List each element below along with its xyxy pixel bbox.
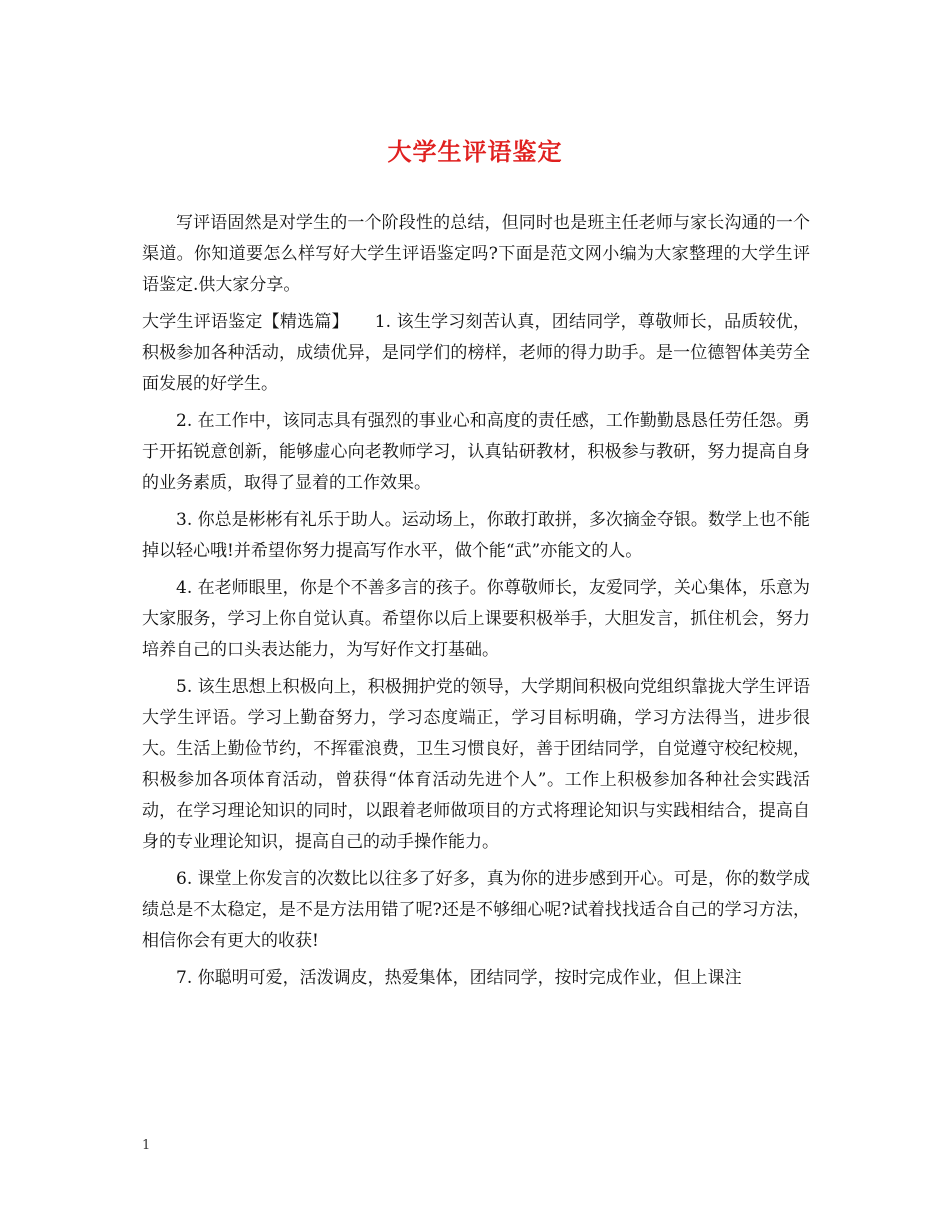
document-title: 大学生评语鉴定 [387, 138, 563, 166]
comment-paragraph-4: 4. 在老师眼里，你是个不善多言的孩子。你尊敬师长，友爱同学，关心集体，乐意为大家服务，学习上你自觉认真。希望你以后上课要积极举手，大胆发言，抓住机会，努力培养自己的口头表达能力，为写好作文打基础。 [142, 578, 810, 660]
comment-paragraph-5: 5. 该生思想上积极向上，积极拥护党的领导，大学期间积极向党组织靠拢大学生评语大学生评语。学习上勤奋努力，学习态度端正，学习目标明确，学习方法得当，进步很大。生活上勤俭节约，不挥霍浪费，卫生习惯良好，善于团结同学，自觉遵守校纪校规，积极参加各项体育活动，曾获得“体育活动先进个人”。工作上积极参加各种社会实践活动，在学习理论知识的同时，以跟着老师做项目的方式将理论知识与实践相结合，提高自身的专业理论知识，提高自己的动手操作能力。 [142, 677, 810, 852]
comment-paragraph-3: 3. 你总是彬彬有礼乐于助人。运动场上，你敢打敢拼，多次摘金夺银。数学上也不能掉以轻心哦!并希望你努力提高写作水平，做个能“武”亦能文的人。 [142, 510, 810, 561]
section-heading-paragraph: 大学生评语鉴定【精选篇】 1. 该生学习刻苦认真，团结同学，尊敬师长，品质较优，积极参加各种活动，成绩优异，是同学们的榜样，老师的得力助手。是一位德智体美劳全面发展的好学生。 [142, 312, 810, 394]
comment-paragraph-2: 2. 在工作中，该同志具有强烈的事业心和高度的责任感，工作勤勤恳恳任劳任怨。勇于开拓锐意创新，能够虚心向老教师学习，认真钻研教材，积极参与教研，努力提高自身的业务素质，取得了显着的工作效果。 [142, 411, 810, 493]
intro-paragraph: 写评语固然是对学生的一个阶段性的总结，但同时也是班主任老师与家长沟通的一个渠道。你知道要怎么样写好大学生评语鉴定吗?下面是范文网小编为大家整理的大学生评语鉴定.供大家分享。 [142, 213, 810, 295]
comment-paragraph-6: 6. 课堂上你发言的次数比以往多了好多，真为你的进步感到开心。可是，你的数学成绩总是不太稳定，是不是方法用错了呢?还是不够细心呢?试着找找适合自己的学习方法，相信你会有更大的收获! [142, 869, 810, 951]
comment-paragraph-7: 7. 你聪明可爱，活泼调皮，热爱集体，团结同学，按时完成作业，但上课注 [176, 968, 742, 988]
page-number: 1 [142, 1138, 151, 1153]
document-body [142, 208, 810, 1000]
